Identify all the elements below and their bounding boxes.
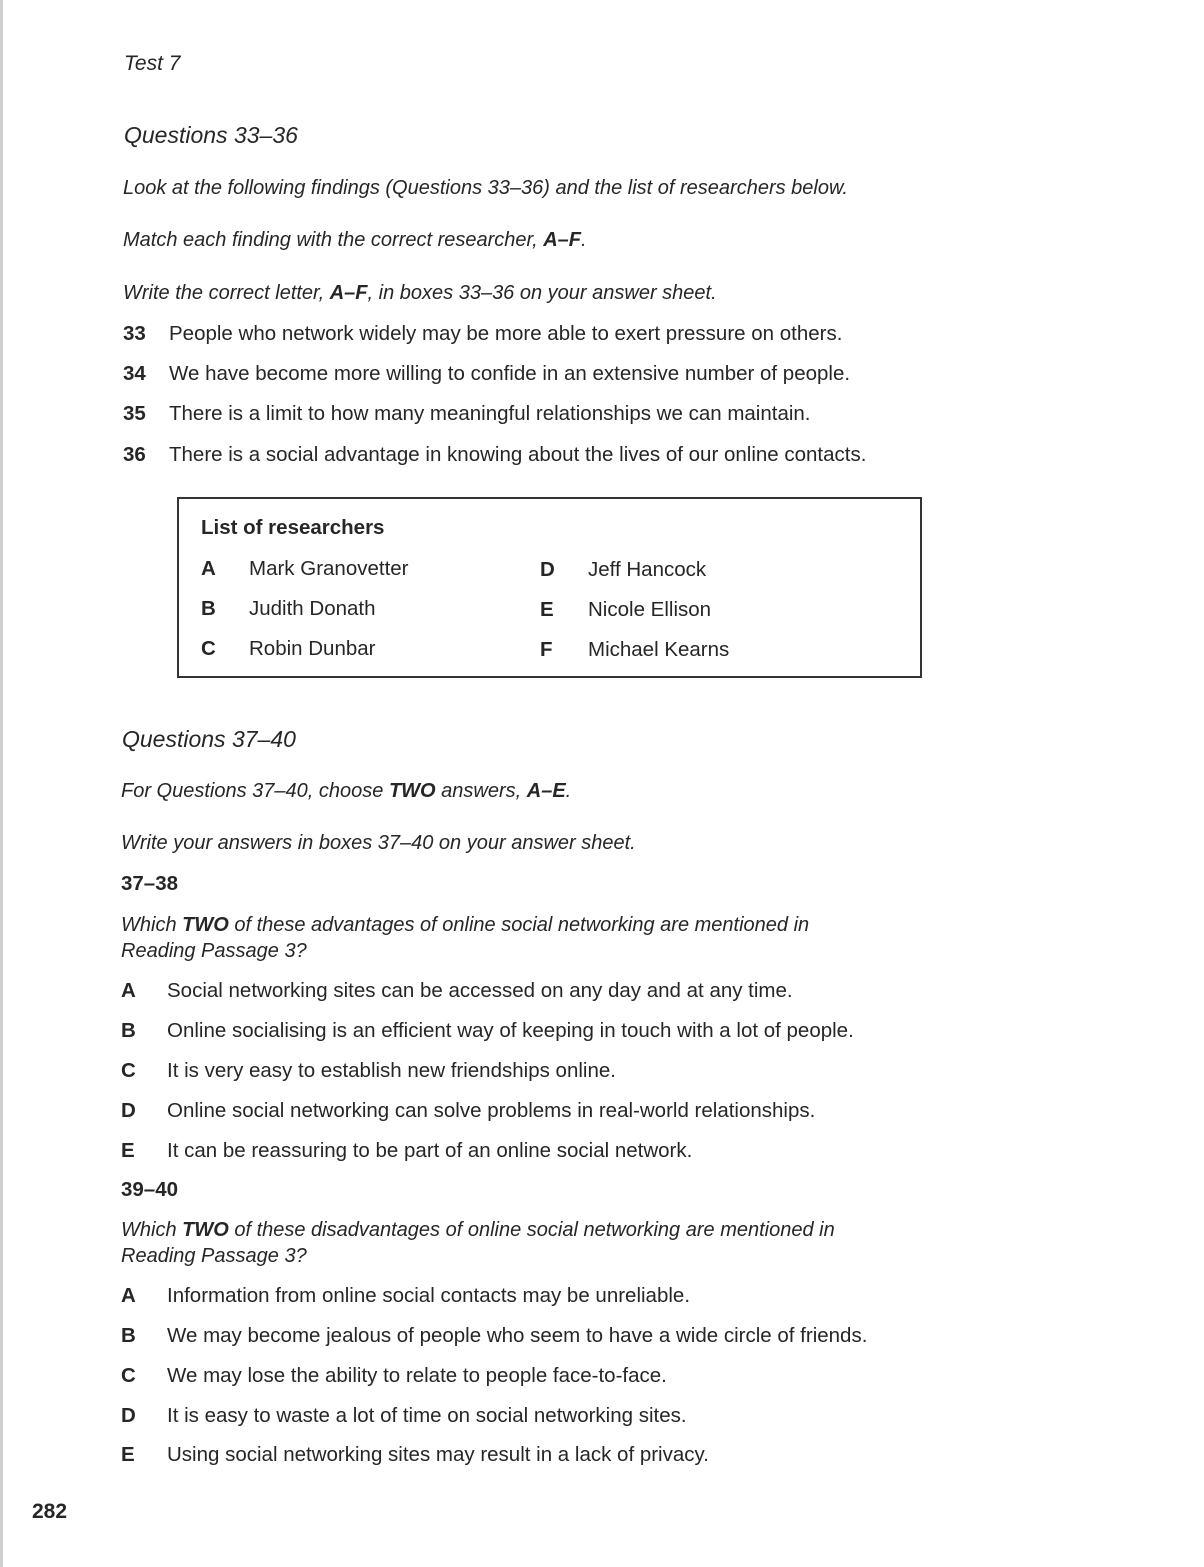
researcher-letter: B	[201, 597, 216, 620]
instruction-look: Look at the following findings (Questions 33–36) and the list of researchers below.	[123, 177, 848, 199]
option-text: Online socialising is an efficient way of keeping in touch with a lot of people.	[167, 1019, 854, 1042]
section-title-37-40: Questions 37–40	[122, 726, 296, 752]
test-label: Test 7	[124, 52, 181, 75]
researcher-name: Mark Granovetter	[249, 557, 409, 580]
researcher-e	[540, 598, 711, 622]
question-part: Which	[121, 1219, 183, 1241]
question-36	[123, 443, 866, 467]
instr-part: .	[565, 780, 572, 802]
researcher-c	[201, 637, 376, 661]
option-text: Online social networking can solve problems in real-world relationships.	[167, 1099, 816, 1122]
option-text: Social networking sites can be accessed on any day and at any time.	[167, 979, 793, 1002]
question-number: 36	[123, 443, 146, 466]
option-letter: E	[121, 1443, 135, 1466]
page-number: 282	[32, 1500, 68, 1523]
option-39-b	[121, 1324, 867, 1348]
question-text: People who network widely may be more able to exert pressure on others.	[169, 322, 843, 345]
option-text: It can be reassuring to be part of an online social network.	[167, 1139, 693, 1162]
option-text: It is easy to waste a lot of time on social networking sites.	[167, 1404, 687, 1427]
option-39-e	[121, 1443, 709, 1467]
question-text: There is a social advantage in knowing about the lives of our online contacts.	[169, 443, 867, 466]
option-letter: E	[121, 1139, 135, 1162]
researcher-letter: C	[201, 637, 216, 660]
question-bold-two: TWO	[182, 914, 229, 936]
question-bold-two: TWO	[182, 1219, 229, 1241]
researcher-letter: A	[201, 557, 216, 580]
option-39-a	[121, 1284, 690, 1308]
researcher-a	[201, 557, 409, 581]
option-letter: C	[121, 1364, 136, 1387]
option-37-e	[121, 1139, 692, 1163]
researcher-name: Nicole Ellison	[588, 598, 712, 621]
question-part: of these disadvantages of online social networking are mentioned in	[228, 1219, 835, 1241]
question-number: 35	[123, 402, 146, 425]
option-text: We may lose the ability to relate to people face-to-face.	[167, 1364, 667, 1387]
instruction-match-range: A–F	[543, 229, 582, 251]
page-edge-shadow	[0, 0, 3, 1567]
instruction-write-end: , in boxes 33–36 on your answer sheet.	[367, 282, 717, 304]
question-33	[123, 322, 842, 346]
option-37-d	[121, 1099, 815, 1123]
question-text: There is a limit to how many meaningful relationships we can maintain.	[169, 402, 811, 425]
option-text: Using social networking sites may result in a lack of privacy.	[167, 1443, 709, 1466]
question-number: 33	[123, 322, 146, 345]
question-part: Reading Passage 3?	[121, 1245, 307, 1267]
instr-part: answers,	[435, 780, 527, 802]
group-question-39-40	[121, 1217, 835, 1269]
researcher-letter: E	[540, 598, 554, 621]
researcher-name: Michael Kearns	[588, 638, 730, 661]
researcher-b	[201, 597, 376, 621]
instruction-write	[123, 282, 717, 305]
researcher-d	[540, 558, 706, 582]
researcher-name: Robin Dunbar	[249, 637, 376, 660]
question-part: Reading Passage 3?	[121, 940, 307, 962]
researcher-f	[540, 638, 729, 662]
option-letter: B	[121, 1019, 136, 1042]
instruction-choose	[121, 780, 571, 803]
option-37-b	[121, 1019, 854, 1043]
option-37-c	[121, 1059, 616, 1083]
option-text: We may become jealous of people who seem to have a wide circle of friends.	[167, 1324, 868, 1347]
option-letter: D	[121, 1404, 136, 1427]
question-35	[123, 402, 811, 426]
researchers-title: List of researchers	[201, 516, 385, 539]
question-34	[123, 362, 850, 386]
option-39-c	[121, 1364, 667, 1388]
question-part: Which	[121, 914, 183, 936]
instruction-write-text: Write the correct letter,	[123, 282, 325, 304]
instr-part: For Questions 37–40, choose	[121, 780, 389, 802]
instruction-match-text: Match each finding with the correct researcher,	[123, 229, 538, 251]
section-title-33-36: Questions 33–36	[124, 122, 298, 148]
researcher-name: Judith Donath	[249, 597, 376, 620]
option-letter: B	[121, 1324, 136, 1347]
instr-bold-range: A–E	[526, 780, 566, 802]
option-39-d	[121, 1404, 687, 1428]
question-part: of these advantages of online social networking are mentioned in	[228, 914, 810, 936]
instruction-match	[123, 229, 587, 252]
instr-bold-two: TWO	[388, 780, 436, 802]
question-number: 34	[123, 362, 146, 385]
instruction-write-range: A–F	[329, 282, 368, 304]
group-question-37-38	[121, 912, 809, 964]
instruction-match-end: .	[581, 229, 587, 251]
group-label-37-38: 37–38	[121, 872, 179, 895]
researcher-letter: F	[540, 638, 553, 661]
option-text: Information from online social contacts may be unreliable.	[167, 1284, 691, 1307]
option-37-a	[121, 979, 793, 1003]
option-text: It is very easy to establish new friendships online.	[167, 1059, 616, 1082]
option-letter: A	[121, 1284, 136, 1307]
group-label-39-40: 39–40	[121, 1178, 179, 1201]
option-letter: A	[121, 979, 136, 1002]
option-letter: D	[121, 1099, 136, 1122]
researcher-name: Jeff Hancock	[588, 558, 707, 581]
instruction-write-answers: Write your answers in boxes 37–40 on your answer sheet.	[121, 832, 636, 854]
option-letter: C	[121, 1059, 136, 1082]
researcher-letter: D	[540, 558, 555, 581]
question-text: We have become more willing to confide in an extensive number of people.	[169, 362, 851, 385]
